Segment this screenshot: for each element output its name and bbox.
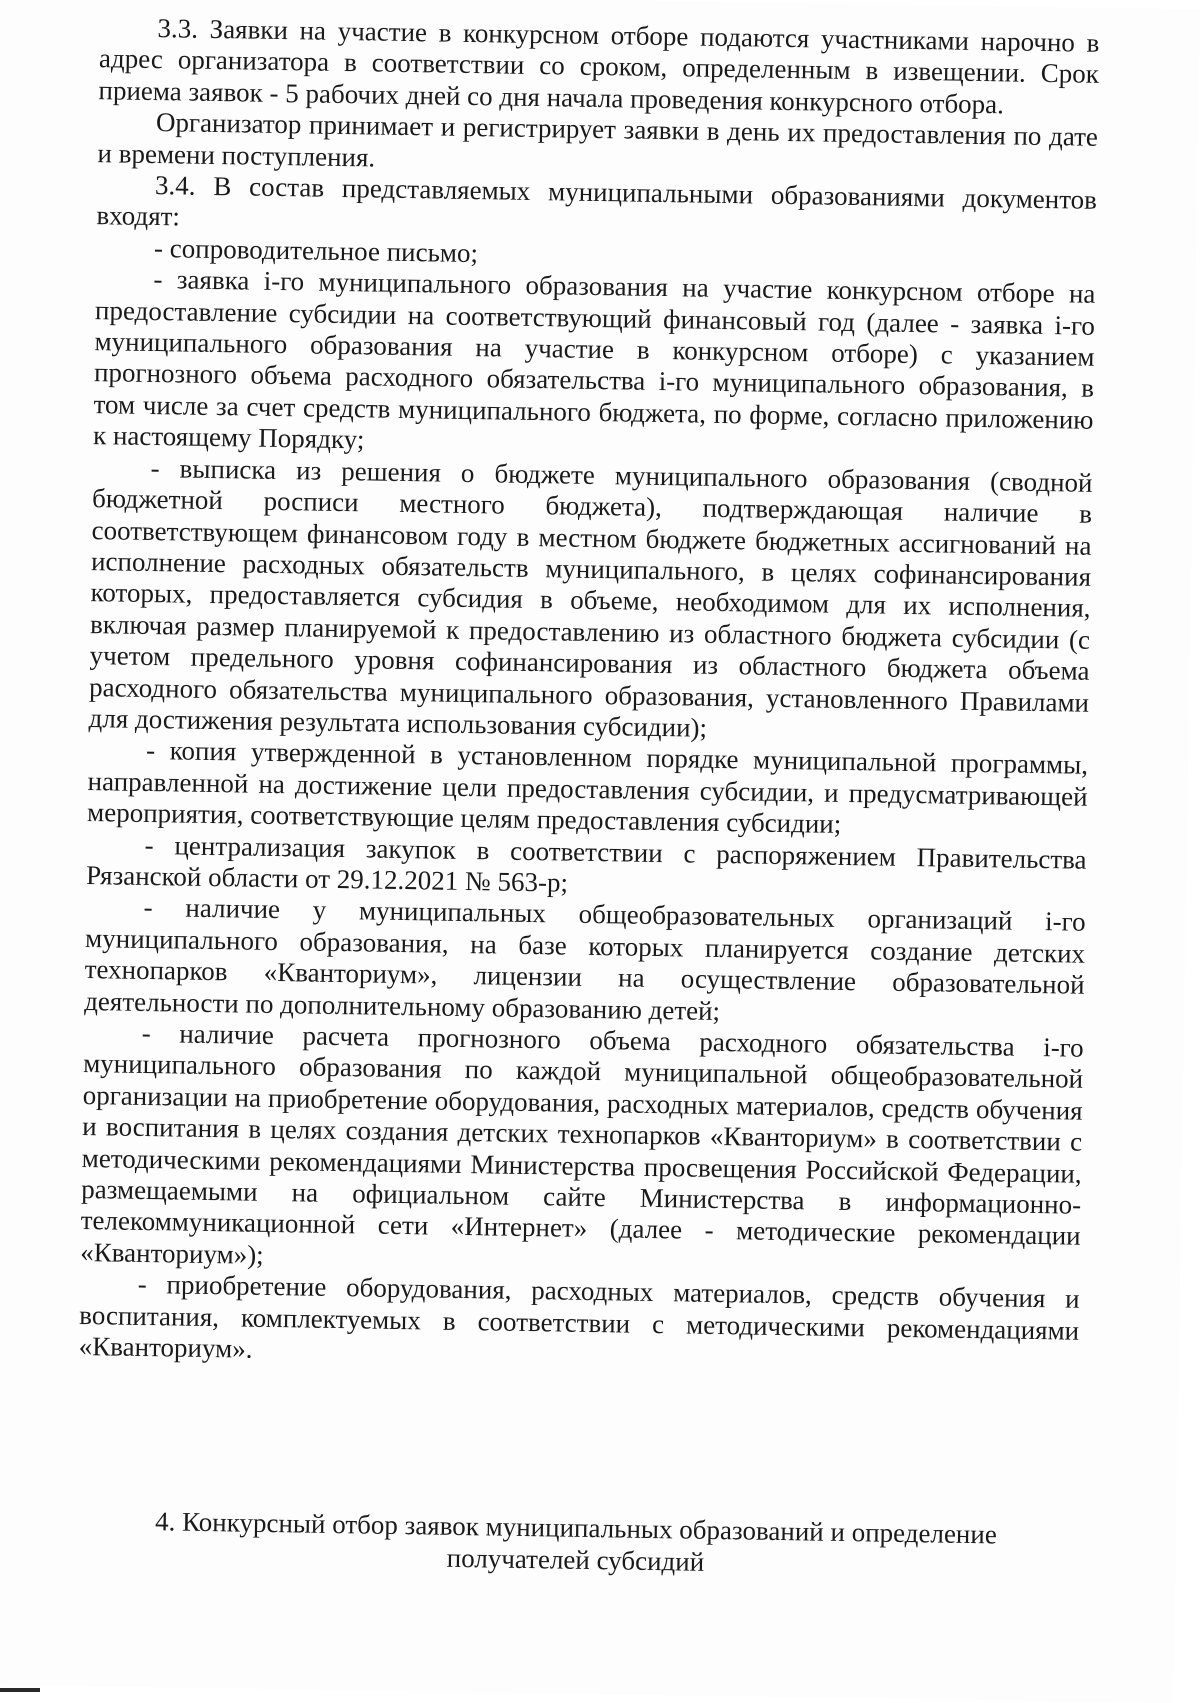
paragraph-3-3: 3.3. Заявки на участие в конкурсном отборе подаются участниками нарочно в адрес организатора в соответствии со сроком, определенным в извещении. Срок приема заявок - 5 рабочих дней со дня начала проведения конкурсного отбора.: [98, 13, 1100, 120]
list-item-license: - наличие у муниципальных общеобразовательных организаций i-го муниципального образования, на базе которых планируется создание детских технопарков «Кванториум», лицензии на осуществление образовательной деятельности по дополнительному образованию детей;: [83, 892, 1086, 1026]
document-body: [79, 12, 1100, 1378]
section-heading-line-1: 4. Конкурсный отбор заявок муниципальных образований и определение: [154, 1506, 998, 1550]
scan-edge-mark: [0, 1688, 40, 1692]
paragraph-organizer: Организатор принимает и регистрирует заявки в день их предоставления по дате и времени поступления.: [97, 107, 1099, 173]
list-item-calculation: - наличие расчета прогнозного объема расходного обязательства i-го муниципального образования по каждой муниципальной общеобразовательной организации на приобретение оборудования, расходных материалов, средств обучения и воспитания в целях создания детских технопарков «Кванториум» в соответствии с методическими рекомендациями Министерства просвещения Российской Федерации, размещаемыми на официальном сайте Министерства в информационно-телекоммуникационной сети «Интернет» (далее - методические рекомендации «Кванториум»);: [80, 1017, 1084, 1270]
list-item-procurement: - централизация закупок в соответствии с распоряжением Правительства Рязанской области от 29.12.2021 № 563-р;: [85, 829, 1087, 898]
section-heading: [75, 1504, 1076, 1584]
list-item-program-copy: - копия утвержденной в установленном порядке муниципальной программы, направленной на достижение цели предоставления субсидии, и предусматривающей мероприятия, соответствующие целям предоставления субсидии;: [86, 735, 1089, 840]
list-item-budget-extract: - выписка из решения о бюджете муниципального образования (сводной бюджетной росписи местного бюджета), подтверждающая наличие в соответствующем финансовом году в местном бюджете бюджетных ассигнований на исполнение расходных обязательств муниципального, в целях софинансирования которых, предоставляется субсидия в объеме, необходимом для их исполнения, включая размер планируемой к предоставлению из областного бюджета субсидии (с учетом предельного уровня софинансирования из областного бюджета объема расходного обязательства муниципального образования, установленного Правилами для достижения результата использования субсидии);: [88, 452, 1093, 743]
list-item-application: - заявка i-го муниципального образования на участие конкурсном отборе на предоставление субсидии на соответствующий финансовый год (далее - заявка i-го муниципального образования на участие в конкурсном отборе) с указанием прогнозного объема расходного обязательства i-го муниципального образования, в том числе за счет средств муниципального бюджета, по форме, согласно приложению к настоящему Порядку;: [92, 264, 1096, 455]
paragraph-3-4: 3.4. В состав представляемых муниципальными образованиями документов входят:: [96, 170, 1098, 232]
list-item-cover-letter: - сопроводительное письмо;: [153, 232, 479, 268]
list-item-equipment: - приобретение оборудования, расходных материалов, средств обучения и воспитания, комплектуемых в соответствии с методическими рекомендациями «Кванториум».: [78, 1269, 1080, 1364]
section-heading-line-2: получателей субсидий: [446, 1542, 705, 1577]
